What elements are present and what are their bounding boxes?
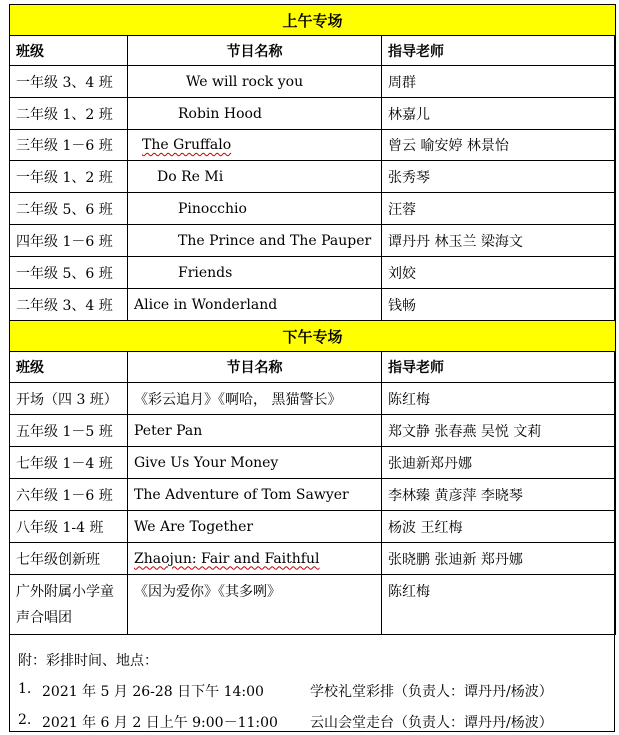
class-cell: 七年级 1－4 班 xyxy=(10,447,128,479)
teacher-cell: 钱畅 xyxy=(382,289,616,321)
teacher-cell: 谭丹丹 林玉兰 梁海文 xyxy=(382,225,616,257)
program-cell: Peter Pan xyxy=(128,415,382,447)
class-cell: 八年级 1-4 班 xyxy=(10,511,128,543)
class-cell: 二年级 3、4 班 xyxy=(10,289,128,321)
program-cell: The Prince and The Pauper xyxy=(128,225,382,257)
table-row xyxy=(10,511,616,543)
program-cell: Zhaojun: Fair and Faithful xyxy=(134,550,320,567)
schedule-document xyxy=(9,4,615,732)
header-program: 节目名称 xyxy=(128,36,382,66)
teacher-cell: 曾云 喻安婷 林景怡 xyxy=(382,130,616,161)
class-cell: 六年级 1－6 班 xyxy=(10,479,128,511)
class-cell: 一年级 1、2 班 xyxy=(10,161,128,193)
teacher-cell: 周群 xyxy=(382,66,616,98)
table-row xyxy=(10,66,616,98)
header-teacher: 指导老师 xyxy=(382,352,616,383)
table-row xyxy=(10,98,616,130)
table-row xyxy=(10,289,616,321)
teacher-cell: 刘姣 xyxy=(382,257,616,289)
note-number: 1. xyxy=(18,681,32,697)
class-cell: 一年级 3、4 班 xyxy=(10,66,128,98)
teacher-cell: 郑文静 张春燕 吴悦 文莉 xyxy=(382,415,616,447)
class-cell: 开场（四 3 班） xyxy=(10,383,128,415)
program-cell: 《因为爱你》《其多咧》 xyxy=(128,575,382,635)
class-cell: 广外附属小学童声合唱团 xyxy=(10,575,128,635)
table-row xyxy=(10,383,616,415)
teacher-cell: 汪蓉 xyxy=(382,193,616,225)
program-cell: We Are Together xyxy=(128,511,382,543)
note-place: 学校礼堂彩排（负责人：谭丹丹/杨波） xyxy=(310,684,553,700)
class-cell: 二年级 1、2 班 xyxy=(10,98,128,130)
program-cell: Give Us Your Money xyxy=(128,447,382,479)
teacher-cell: 张晓鹏 张迪新 郑丹娜 xyxy=(382,543,616,575)
program-cell: The Gruffalo xyxy=(142,137,232,153)
class-cell: 一年级 5、6 班 xyxy=(10,257,128,289)
table-row xyxy=(10,447,616,479)
note-number: 2. xyxy=(18,712,32,728)
program-cell: 《彩云追月》《啊哈， 黑猫警长》 xyxy=(128,383,382,415)
program-cell: We will rock you xyxy=(128,66,382,98)
table-row xyxy=(10,415,616,447)
table-row xyxy=(10,479,616,511)
header-teacher: 指导老师 xyxy=(382,36,616,66)
afternoon-title: 下午专场 xyxy=(10,321,616,352)
class-cell: 七年级创新班 xyxy=(10,543,128,575)
program-cell: Alice in Wonderland xyxy=(128,289,382,321)
note-item xyxy=(18,681,608,700)
morning-table xyxy=(9,4,616,321)
table-row xyxy=(10,161,616,193)
table-row xyxy=(10,543,616,575)
note-time: 2021 年 5 月 26-28 日下午 14:00 xyxy=(42,684,264,700)
program-cell: The Adventure of Tom Sawyer xyxy=(128,479,382,511)
table-row xyxy=(10,575,616,635)
note-place: 云山会堂走台（负责人：谭丹丹/杨波） xyxy=(310,715,553,731)
note-item xyxy=(18,712,608,731)
class-cell: 二年级 5、6 班 xyxy=(10,193,128,225)
afternoon-table xyxy=(9,320,616,635)
program-cell: Friends xyxy=(128,257,382,289)
teacher-cell: 张秀琴 xyxy=(382,161,616,193)
notes-heading: 附：彩排时间、地点： xyxy=(18,653,158,669)
note-time: 2021 年 6 月 2 日上午 9:00－11:00 xyxy=(42,715,278,731)
table-row xyxy=(10,225,616,257)
teacher-cell: 李林臻 黄彦萍 李晓琴 xyxy=(382,479,616,511)
teacher-cell: 杨波 王红梅 xyxy=(382,511,616,543)
program-cell: Robin Hood xyxy=(128,98,382,130)
class-cell: 五年级 1－5 班 xyxy=(10,415,128,447)
table-row xyxy=(10,130,616,161)
header-class: 班级 xyxy=(10,36,128,66)
table-row xyxy=(10,257,616,289)
class-cell: 四年级 1－6 班 xyxy=(10,225,128,257)
header-program: 节目名称 xyxy=(128,352,382,383)
teacher-cell: 陈红梅 xyxy=(382,575,616,635)
teacher-cell: 林嘉儿 xyxy=(382,98,616,130)
program-cell: Do Re Mi xyxy=(128,161,382,193)
teacher-cell: 张迪新郑丹娜 xyxy=(382,447,616,479)
header-class: 班级 xyxy=(10,352,128,383)
morning-title: 上午专场 xyxy=(10,5,616,36)
class-cell: 三年级 1－6 班 xyxy=(10,130,128,161)
program-cell: Pinocchio xyxy=(128,193,382,225)
teacher-cell: 陈红梅 xyxy=(382,383,616,415)
table-row xyxy=(10,193,616,225)
